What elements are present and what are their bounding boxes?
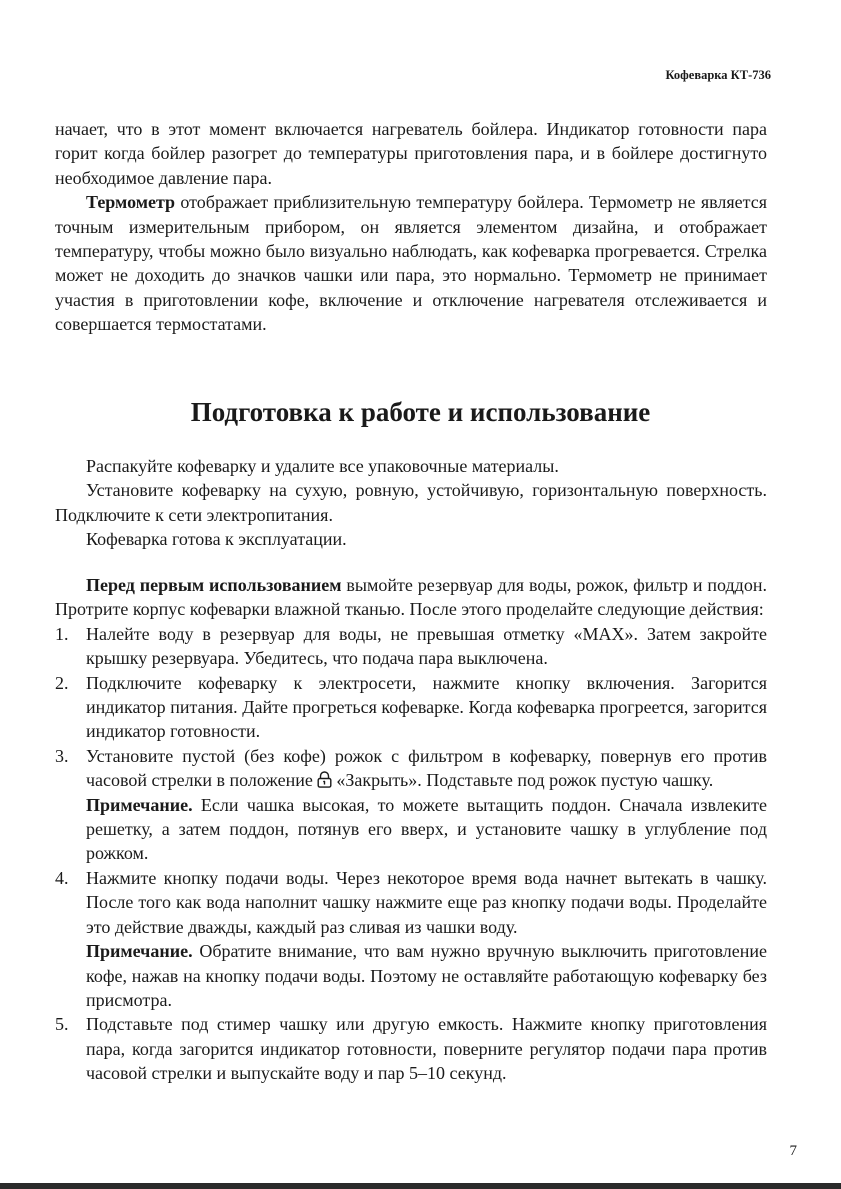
step-text: Подключите кофеварку к электросети, нажмите кнопку включения. Загорится индикатор питания. Дайте прогреться кофеварке. Когда кофеварка прогреется, загорится индикатор готовности. <box>86 672 767 742</box>
step-number: 3. <box>55 745 69 766</box>
note-text: Если чашка высокая, то можете вытащить поддон. Сначала извлеките решетку, а затем поддон, потянув его вверх, и установите чашку в углубление под рожком. <box>86 794 767 864</box>
running-header: Кофеварка КТ-736 <box>665 68 771 82</box>
step-text <box>86 744 767 793</box>
step-note <box>86 793 767 866</box>
first-use-block <box>55 573 767 1086</box>
note-label: Примечание. <box>86 941 193 962</box>
page-number: 7 <box>789 1143 797 1159</box>
list-item <box>55 1012 767 1085</box>
thermometer-text: отображает приблизительную температуру бойлера. Термометр не является точным измерительным прибором, он является элементом дизайна, и отображает температуру, чтобы можно было визуально наблюдать, как кофеварка прогревается. Стрелка может не доходить до значков чашки или пара, это нормально. Термометр не принимает участия в приготовлении кофе, включение и отключение нагревателя отслеживается и совершается термостатами. <box>55 192 767 335</box>
step-text: Нажмите кнопку подачи воды. Через некоторое время вода начнет вытекать в чашку. После того как вода наполнит чашку нажмите еще раз кнопку подачи воды. Проделайте это действие дважды, каждый раз сливая из чашки воду. <box>86 867 767 937</box>
first-use-text: вымойте резервуар для воды, рожок, фильтр и поддон. Протрите корпус кофеварки влажной тканью. После этого проделайте следующие действия: <box>55 575 767 620</box>
list-item <box>55 744 767 866</box>
step-note <box>86 939 767 1012</box>
first-use-term: Перед первым использованием <box>86 575 342 595</box>
list-item <box>55 622 767 671</box>
step-text: Налейте воду в резервуар для воды, не превышая отметку «MAX». Затем закройте крышку резервуара. Убедитесь, что подача пара выключена. <box>86 623 767 669</box>
step-text-before: Установите пустой (без кофе) рожок с фильтром в кофеварку, повернув его против часовой стрелки в положение <box>86 745 767 791</box>
thermometer-term: Термометр <box>86 192 176 213</box>
ready-paragraph: Кофеварка готова к эксплуатации. <box>86 529 347 550</box>
lock-icon <box>317 770 332 787</box>
step-number: 2. <box>55 672 69 693</box>
thermometer-paragraph <box>55 190 767 336</box>
intro-paragraph: начает, что в этот момент включается нагреватель бойлера. Индикатор готовности пара горит когда бойлер разогрет до температуры приготовления пара, и в бойлере достигнуто необходимое давление пара. <box>55 119 767 188</box>
note-label: Примечание. <box>86 794 193 815</box>
bottom-rule <box>0 1183 841 1189</box>
step-text-after: «Закрыть». Подставьте под рожок пустую чашку. <box>336 770 714 791</box>
intro-block <box>55 117 767 337</box>
first-use-paragraph <box>55 573 767 622</box>
step-number: 5. <box>55 1014 69 1035</box>
note-text: Обратите внимание, что вам нужно вручную выключить приготовление кофе, нажав на кнопку подачи воды. Поэтому не оставляйте работающую кофеварку без присмотра. <box>86 941 767 1010</box>
section-intro <box>55 454 767 552</box>
unpack-paragraph: Распакуйте кофеварку и удалите все упаковочные материалы. <box>86 456 559 476</box>
step-number: 1. <box>55 623 69 644</box>
section-title: Подготовка к работе и использование <box>190 397 651 427</box>
steps-list <box>55 622 767 1086</box>
step-text: Подставьте под стимер чашку или другую емкость. Нажмите кнопку приготовления пара, когда загорится индикатор готовности, поверните регулятор подачи пара против часовой стрелки и выпускайте воду и пар 5–10 секунд. <box>86 1014 767 1084</box>
list-item <box>55 671 767 744</box>
install-paragraph: Установите кофеварку на сухую, ровную, устойчивую, горизонтальную поверхность. Подключите к сети электропитания. <box>55 480 767 525</box>
list-item <box>55 866 767 1012</box>
step-number: 4. <box>55 867 69 888</box>
